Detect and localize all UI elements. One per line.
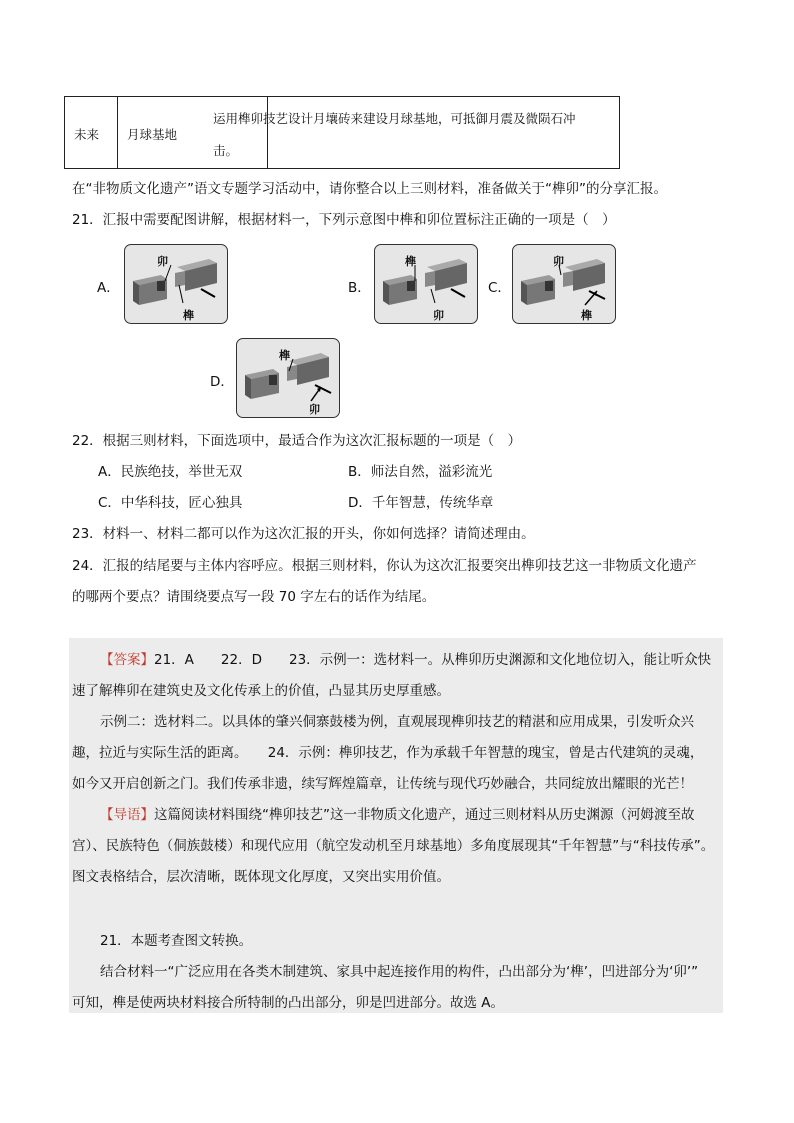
joint-diagram-b [375, 245, 475, 321]
answer-line-1 [100, 648, 711, 668]
table-desc-line1: 运用榫卯技艺设计月壤砖来建设月球基地，可抵御月震及微陨石冲 [213, 111, 576, 126]
explanation-line-3: 可知，榫是使两块材料接合所特制的凸出部分，卯是凹进部分。故选 A。 [72, 995, 505, 1011]
fig-c-letter: C． [488, 280, 511, 296]
table-desc-line2: 击。 [213, 143, 239, 158]
q22-option-a: A．民族绝技，举世无双 [98, 464, 243, 480]
explanation-line-1: 21．本题考查图文转换。 [100, 933, 253, 949]
answer-line-1-text: 21．A 22．D 23．示例一：选材料一。从榫卯历史渊源和文化地位切入，能让听众快 [154, 652, 712, 668]
fig-c-bottom-label: 榫 [581, 309, 592, 322]
table-item-text: 月球基地 [127, 127, 178, 142]
figure-c [512, 244, 616, 324]
figure-d [236, 338, 340, 418]
guide-line-3: 图文表格结合，层次清晰，既体现文化厚度，又突出实用价值。 [72, 869, 450, 885]
guide-line-1 [100, 803, 695, 823]
table-cell-item [117, 97, 268, 168]
fig-a-top-label: 卯 [157, 255, 168, 268]
answer-line-5: 如今又开启创新之门。我们传承非遗，续写辉煌篇章，让传统与现代巧妙融合，共同绽放出耀眼的光芒！ [72, 776, 693, 792]
q22-option-d: D．千年智慧，传统华章 [348, 495, 494, 511]
guide-tag: 【导语】 [100, 807, 154, 823]
explanation-line-2: 结合材料一“广泛应用在各类木制建筑、家具中起连接作用的构件，凸出部分为‘榫’，凹进部分为‘卯’” [100, 964, 699, 980]
q22-option-c: C．中华科技，匠心独具 [98, 495, 243, 511]
intro-text: 在“非物质文化遗产”语文专题学习活动中，请你整合以上三则材料，准备做关于“榫卯”的分享汇报。 [72, 181, 667, 197]
q23-stem: 23．材料一、材料二都可以作为这次汇报的开头，你如何选择？请简述理由。 [72, 526, 535, 542]
fig-a-letter: A． [97, 280, 120, 296]
materials-table [64, 96, 620, 169]
table-cell-era [65, 97, 118, 168]
q22-stem: 22．根据三则材料，下面选项中，最适合作为这次汇报标题的一项是（ ） [72, 433, 522, 449]
guide-line-2: 宫）、民族特色（侗族鼓楼）和现代应用（航空发动机至月球基地）多角度展现其“千年智慧”与“科技传承”。 [72, 838, 715, 854]
answer-line-3: 示例二：选材料二。以具体的肇兴侗寨鼓楼为例，直观展现榫卯技艺的精湛和应用成果，引发听众兴 [100, 714, 694, 730]
q24-stem-line1: 24．汇报的结尾要与主体内容呼应。根据三则材料，你认为这次汇报要突出榫卯技艺这一非物质文化遗产 [72, 558, 697, 574]
answer-line-4: 趣，拉近与实际生活的距离。 24．示例：榫卯技艺，作为承载千年智慧的瑰宝，曾是古代建筑的灵魂， [72, 745, 704, 761]
answer-tag: 【答案】 [100, 652, 154, 668]
fig-d-letter: D． [210, 374, 234, 390]
q24-stem-line2: 的哪两个要点？请围绕要点写一段 70 字左右的话作为结尾。 [72, 589, 436, 605]
figure-b [374, 244, 478, 324]
fig-b-bottom-label: 卯 [433, 309, 444, 322]
joint-diagram-a [125, 245, 225, 321]
table-era-text: 未来 [74, 127, 100, 142]
q22-option-b: B．师法自然，溢彩流光 [348, 464, 493, 480]
figure-a [124, 244, 228, 324]
fig-d-bottom-label: 卯 [309, 403, 320, 416]
guide-line-1-text: 这篇阅读材料围绕“榫卯技艺”这一非物质文化遗产，通过三则材料从历史渊源（河姆渡至故 [154, 807, 695, 823]
fig-c-top-label: 卯 [553, 255, 564, 268]
fig-d-top-label: 榫 [279, 349, 290, 362]
fig-b-letter: B． [348, 280, 371, 296]
fig-a-bottom-label: 榫 [183, 309, 194, 322]
fig-b-top-label: 榫 [405, 255, 416, 268]
answer-line-2: 速了解榫卯在建筑史及文化传承上的价值，凸显其历史厚重感。 [72, 683, 450, 699]
q21-stem: 21．汇报中需要配图讲解，根据材料一，下列示意图中榫和卯位置标注正确的一项是（ ） [72, 212, 616, 228]
